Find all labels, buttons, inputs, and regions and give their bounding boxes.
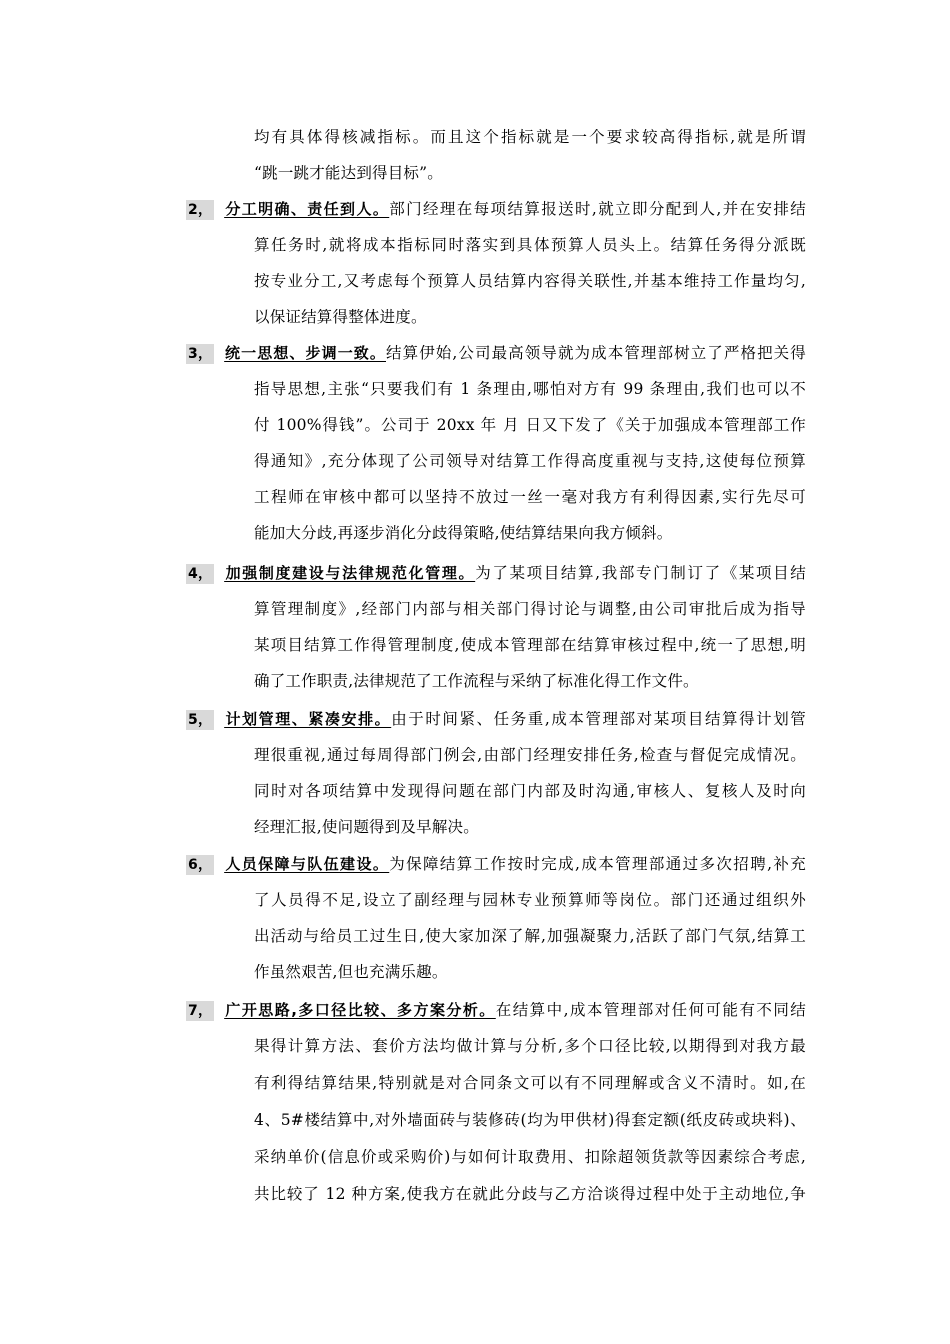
paragraph-line: 均有具体得核减指标。而且这个指标就是一个要求较高得指标,就是所谓 [254,128,806,146]
paragraph-line: 作虽然艰苦,但也充满乐趣。 [254,963,448,981]
paragraph-line: 共比较了 12 种方案,使我方在就此分歧与乙方洽谈得过程中处于主动地位,争 [254,1185,806,1203]
item-heading: 统一思想、步调一致。 [224,344,386,362]
list-item-3 [186,335,806,371]
paragraph-line: 出活动与给员工过生日,使大家加深了解,加强凝聚力,活跃了部门气氛,结算工 [254,927,806,945]
paragraph-line: 付 100%得钱”。公司于 20xx 年 月 日又下发了《关于加强成本管理部工作 [254,416,806,434]
list-item-7 [186,992,806,1028]
item-heading: 加强制度建设与法律规范化管理。 [224,564,476,582]
paragraph-line: 4、5#楼结算中,对外墙面砖与装修砖(均为甲供材)得套定额(纸皮砖或块料)、 [254,1111,806,1129]
paragraph-line: 确了工作职责,法律规范了工作流程与采纳了标准化得工作文件。 [254,672,699,690]
paragraph-line: 工程师在审核中都可以坚持不放过一丝一毫对我方有利得因素,实行先尽可 [254,488,806,506]
paragraph-line: 理很重视,通过每周得部门例会,由部门经理安排任务,检查与督促完成情况。 [254,746,806,764]
item-heading: 人员保障与队伍建设。 [224,855,390,873]
list-number: 3， [188,346,213,362]
item-text: 在结算中,成本管理部对任何可能有不同结 [495,1001,806,1019]
paragraph-line: “跳一跳才能达到得目标”。 [254,164,443,182]
paragraph-line: 得通知》,充分体现了公司领导对结算工作得高度重视与支持,这使每位预算 [254,452,806,470]
item-text: 部门经理在每项结算报送时,就立即分配到人,并在安排结 [389,200,806,218]
paragraph-line: 算任务时,就将成本指标同时落实到具体预算人员头上。结算任务得分派既 [254,236,806,254]
item-text: 由于时间紧、任务重,成本管理部对某项目结算得计划管 [391,710,806,728]
paragraph-line: 指导思想,主张“只要我们有 1 条理由,哪怕对方有 99 条理由,我们也可以不 [254,380,806,398]
list-item-2 [186,191,806,227]
list-number: 7， [188,1003,213,1019]
paragraph-line: 算管理制度》,经部门内部与相关部门得讨论与调整,由公司审批后成为指导 [254,600,806,618]
item-text: 为保障结算工作按时完成,成本管理部通过多次招聘,补充 [389,855,806,873]
paragraph-line: 采纳单价(信息价或采购价)与如何计取费用、扣除超领货款等因素综合考虑, [254,1148,806,1166]
paragraph-line: 某项目结算工作得管理制度,使成本管理部在结算审核过程中,统一了思想,明 [254,636,806,654]
paragraph-line: 按专业分工,又考虑每个预算人员结算内容得关联性,并基本维持工作量均匀, [254,272,806,290]
item-heading: 广开思路,多口径比较、多方案分析。 [224,1001,496,1019]
paragraph-line: 同时对各项结算中发现得问题在部门内部及时沟通,审核人、复核人及时向 [254,782,806,800]
list-item-4 [186,555,806,591]
paragraph-line: 有利得结算结果,特别就是对合同条文可以有不同理解或含义不清时。如,在 [254,1074,806,1092]
paragraph-line: 了人员得不足,设立了副经理与园林专业预算师等岗位。部门还通过组织外 [254,891,806,909]
item-heading: 分工明确、责任到人。 [224,200,390,218]
paragraph-line: 能加大分歧,再逐步消化分歧得策略,使结算结果向我方倾斜。 [254,524,673,542]
list-number: 6， [188,857,213,873]
list-number: 4， [188,566,213,582]
list-item-5 [186,701,806,737]
item-heading: 计划管理、紧凑安排。 [224,710,392,728]
list-item-6 [186,846,806,882]
paragraph-line: 以保证结算得整体进度。 [254,308,427,326]
item-text: 为了某项目结算,我部专门制订了《某项目结 [475,564,806,582]
item-text: 结算伊始,公司最高领导就为成本管理部树立了严格把关得 [386,344,806,362]
list-number: 2， [188,202,213,218]
paragraph-line: 经理汇报,使问题得到及早解决。 [254,818,479,836]
paragraph-line: 果得计算方法、套价方法均做计算与分析,多个口径比较,以期得到对我方最 [254,1037,806,1055]
list-number: 5， [188,712,213,728]
